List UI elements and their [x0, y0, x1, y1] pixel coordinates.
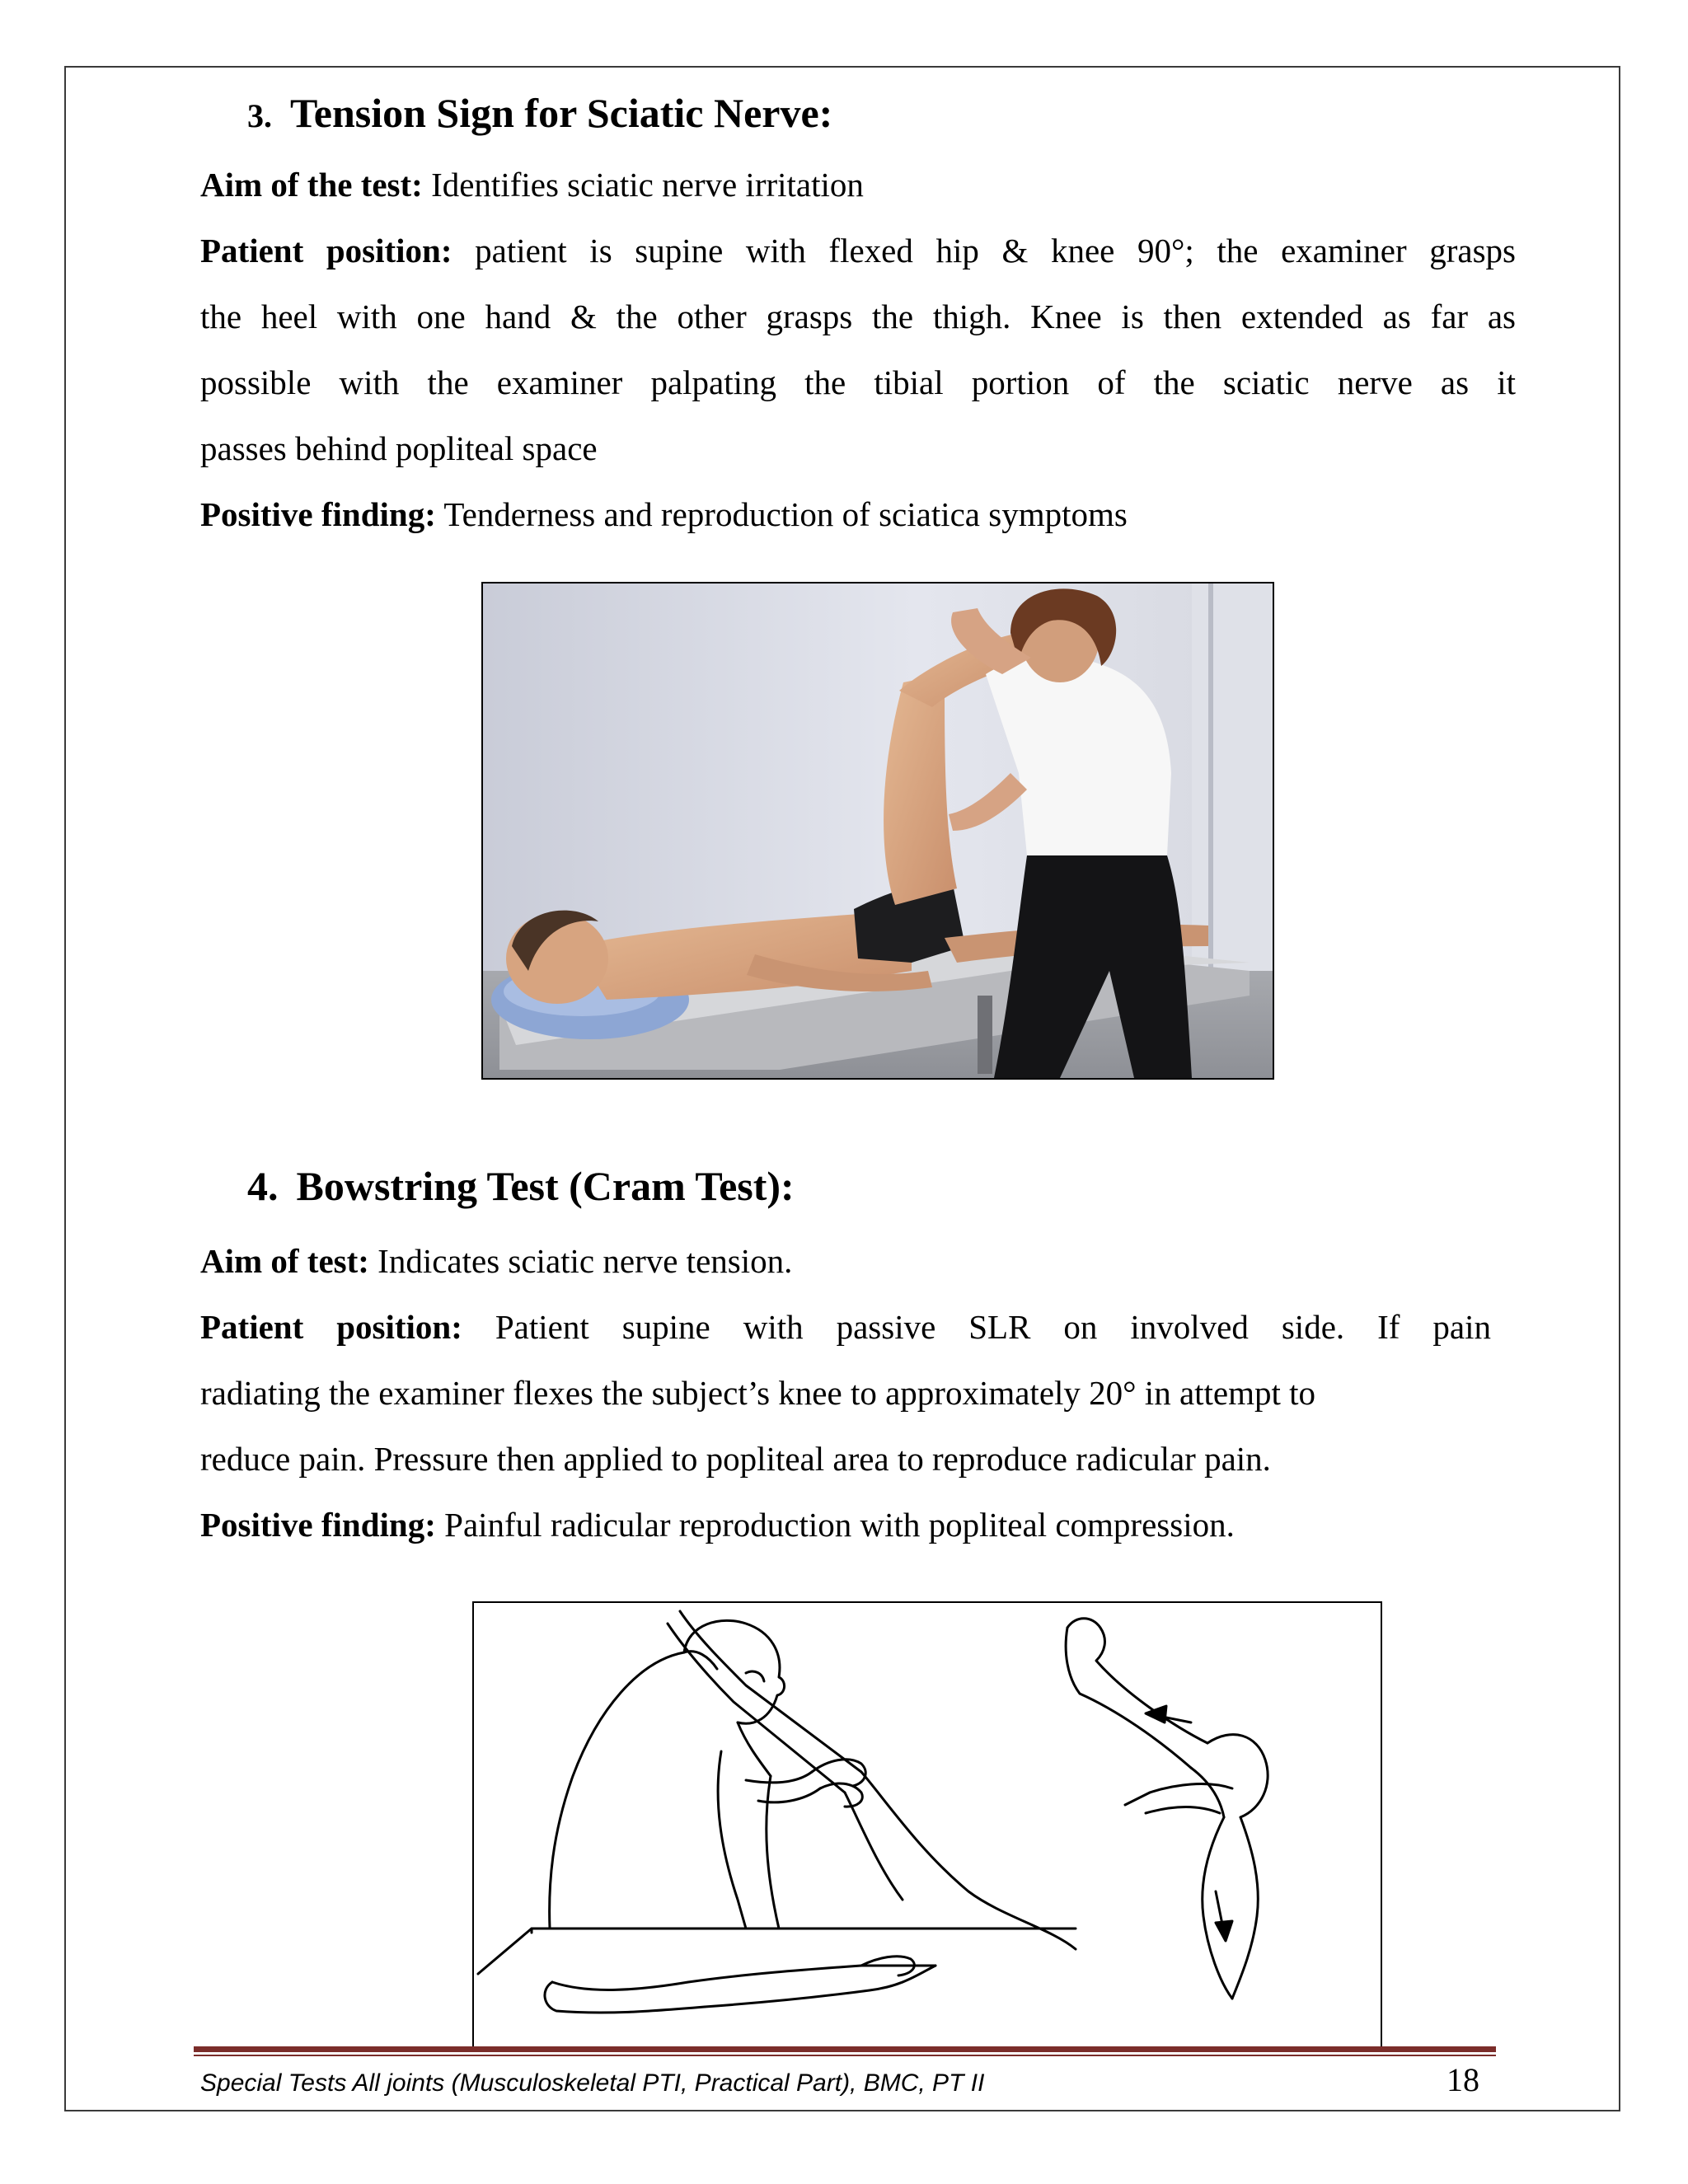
position-text: Patient supine with passive SLR on involved side. If pain [462, 1308, 1491, 1346]
section-4-number: 4. [247, 1163, 279, 1209]
aim-label: Aim of test: [200, 1242, 369, 1280]
tension-sign-photo-illustration [483, 583, 1273, 1078]
aim-label: Aim of the test: [200, 166, 423, 204]
aim-text: Identifies sciatic nerve irritation [422, 166, 864, 204]
section-3-heading [247, 89, 832, 137]
section-3-position-line-4: passes behind popliteal space [200, 429, 598, 467]
footer-rule-thick [194, 2046, 1496, 2052]
tension-sign-photo [481, 582, 1274, 1080]
section-4-position-line-2: radiating the examiner flexes the subject’s knee to approximately 20° in attempt to [200, 1374, 1316, 1412]
finding-text: Tenderness and reproduction of sciatica symptoms [435, 495, 1128, 533]
position-label: Patient position: [200, 232, 452, 269]
section-3-position-line-1 [200, 231, 1516, 270]
position-label: Patient position: [200, 1308, 462, 1346]
section-4-heading [247, 1162, 795, 1210]
section-3-position-line-2: the heel with one hand & the other grasps the thigh. Knee is then extended as far as [200, 298, 1516, 335]
finding-text: Painful radicular reproduction with popliteal compression. [435, 1506, 1235, 1544]
section-3-aim [200, 165, 1516, 204]
section-4-title: Bowstring Test (Cram Test): [296, 1163, 795, 1209]
section-3-title: Tension Sign for Sciatic Nerve: [290, 90, 833, 136]
page-number: 18 [1447, 2061, 1479, 2098]
section-3-finding [200, 494, 1516, 534]
footer-rule-thin [194, 2055, 1496, 2056]
finding-label: Positive finding: [200, 495, 436, 533]
position-text: patient is supine with flexed hip & knee 90°; the examiner grasps [452, 232, 1516, 269]
section-4-finding [200, 1505, 1516, 1544]
section-4-position-line-3: reduce pain. Pressure then applied to popliteal area to reproduce radicular pain. [200, 1440, 1271, 1478]
bowstring-test-line-art [474, 1603, 1381, 2049]
section-3-position-line-3: possible with the examiner palpating the tibial portion of the sciatic nerve as it [200, 363, 1516, 401]
section-3-number: 3. [247, 97, 272, 134]
finding-label: Positive finding: [200, 1506, 436, 1544]
aim-text: Indicates sciatic nerve tension. [368, 1242, 793, 1280]
section-4-position-line-1 [200, 1307, 1491, 1347]
footer-text: Special Tests All joints (Musculoskeletal PTI, Practical Part), BMC, PT II [200, 2069, 985, 2097]
bowstring-test-drawing [472, 1601, 1382, 2050]
section-4-aim [200, 1241, 1516, 1281]
